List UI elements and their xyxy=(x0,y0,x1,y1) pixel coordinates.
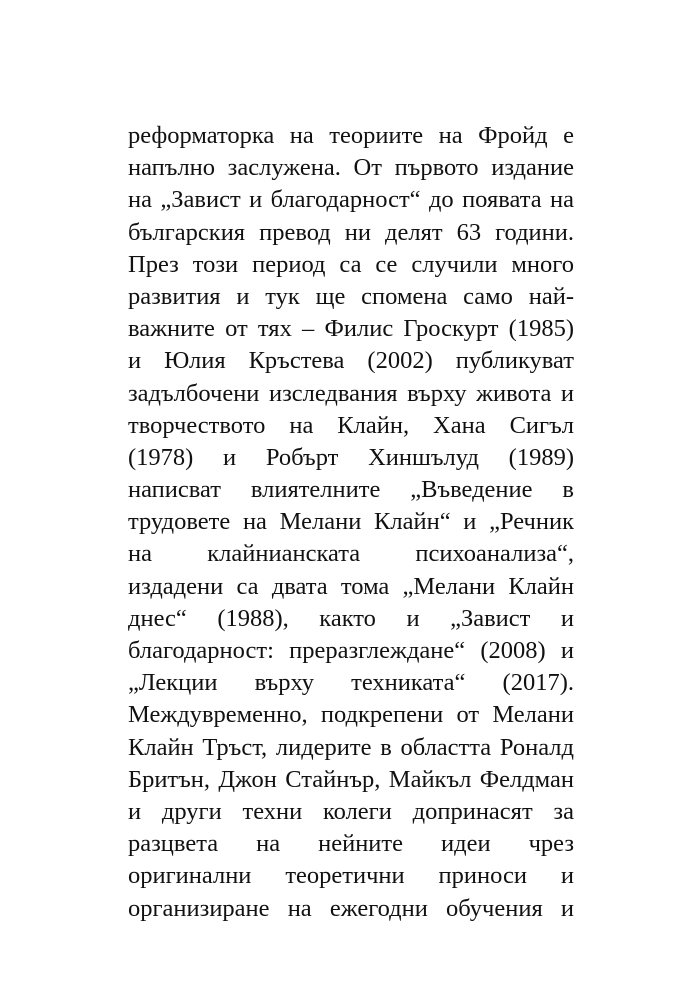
text-line: разцвета на нейните идеи чрез xyxy=(128,830,574,858)
text-line: реформаторка на теориите на Фройд е xyxy=(128,122,574,149)
text-line: Междувременно, подкрепени от Мелани xyxy=(128,701,574,729)
text-line: написват влиятелните „Въведение в xyxy=(128,476,574,504)
text-line: и Юлия Кръстева (2002) публикуват xyxy=(128,347,574,375)
text-line: трудовете на Мелани Клайн“ и „Речник xyxy=(128,508,574,536)
text-line: благодарност: преразглеждане“ (2008) и xyxy=(128,637,574,664)
text-line: днес“ (1988), както и „Завист и xyxy=(128,604,574,632)
text-line: Клайн Тръст, лидерите в областта Роналд xyxy=(128,733,574,761)
text-line: „Лекции върху техниката“ (2017). xyxy=(128,669,574,697)
text-line: напълно заслужена. От първото издание xyxy=(128,154,574,182)
text-line: организиране на ежегодни обучения и xyxy=(128,894,574,922)
text-line: творчеството на Клайн, Хана Сигъл xyxy=(128,411,574,439)
text-line: (1978) и Робърт Хиншълуд (1989) xyxy=(128,443,574,471)
text-line: задълбочени изследвания върху живота и xyxy=(128,379,574,407)
text-line: Бритън, Джон Стайнър, Майкъл Фелдман xyxy=(128,765,574,793)
body-paragraph xyxy=(128,120,574,925)
text-line: оригинални теоретични приноси и xyxy=(128,862,574,890)
text-line: и други техни колеги допринасят за xyxy=(128,797,574,825)
text-line: развития и тук ще спомена само най- xyxy=(128,282,574,310)
text-line: издадени са двата тома „Мелани Клайн xyxy=(128,572,574,600)
text-line: на „Завист и благодарност“ до появата на xyxy=(128,186,574,214)
text-line: важните от тях – Филис Гроскурт (1985) xyxy=(128,315,574,343)
text-line: българския превод ни делят 63 години. xyxy=(128,218,574,246)
text-line: През този период са се случили много xyxy=(128,250,574,278)
text-line: на клайнианската психоанализа“, xyxy=(128,540,574,568)
